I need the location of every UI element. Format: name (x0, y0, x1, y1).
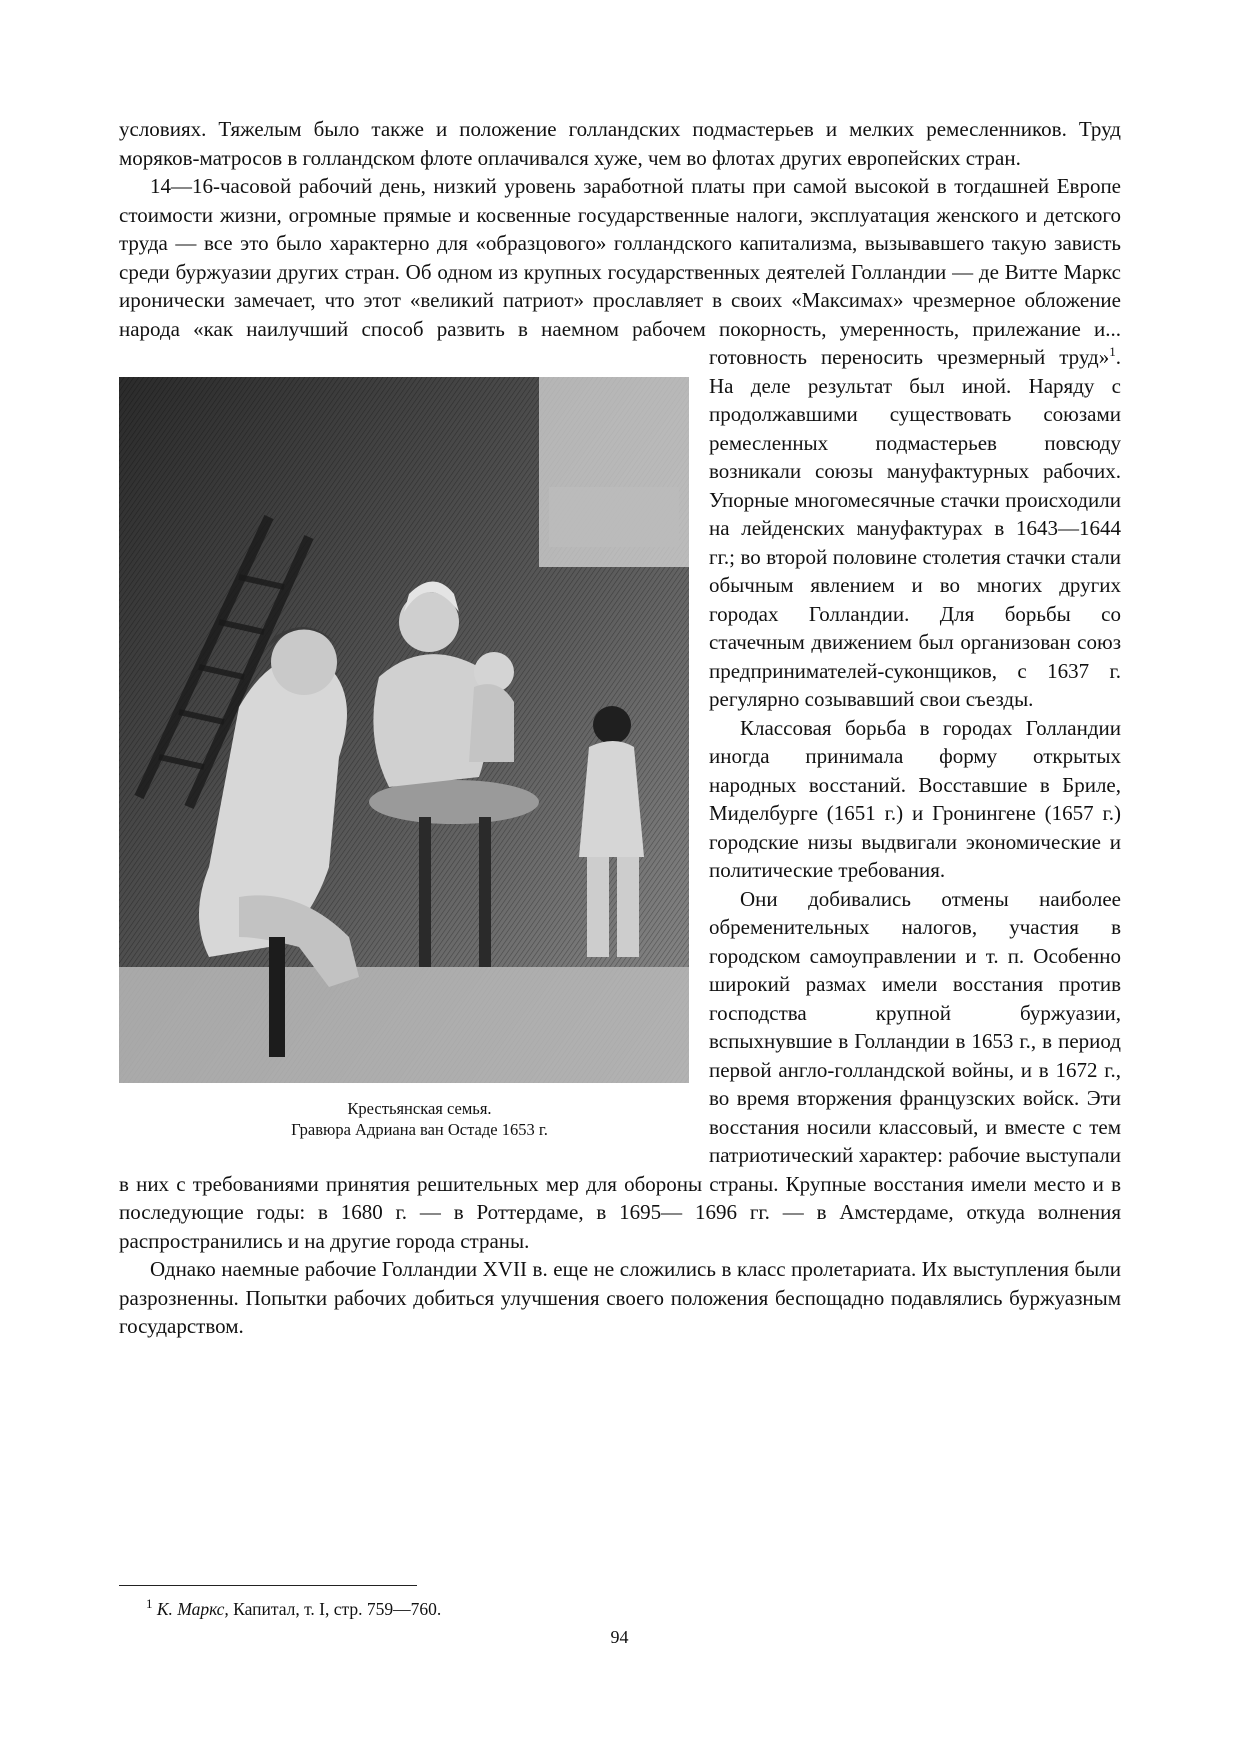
page-number: 94 (610, 1627, 629, 1647)
paragraph-3: Классовая борьба в городах Голландии иногда принимала форму открытых народных восстаний. Восставшие в Бриле, Миделбурге (1651 г.) и Гронингене (1657 г.) городские низы выдвигали экономические и политические требования. (709, 715, 1121, 882)
figure-caption (119, 1098, 689, 1140)
footnote (146, 1598, 441, 1620)
paragraph-2-rest: . На деле результат был иной. Наряду с продолжавшими существовать союзами ремесленных подмастерьев повсюду возникали союзы мануфактурных рабочих. Упорные многомесячные стачки происходили на лейденских мануфактурах в 1643—1644 гг.; во второй половине столетия стачки стали обычным явлением и во многих других городах Голландии. Для борьбы со стачечным движением был организован союз предпринимателей-суконщиков, с 1637 г. регулярно созывавший свои съезды. (709, 345, 1121, 711)
footnote-mark: 1 (146, 1596, 153, 1612)
footnote-author: К. Маркс, (156, 1599, 229, 1619)
caption-title: Крестьянская семья. (347, 1098, 492, 1118)
paragraph-4: Они добивались отмены наиболее обременительных налогов, участия в городском самоуправлении и т. п. Особенно широкий размах имели восстания против господства крупной буржуазии, вспыхнувшие в Голландии в 1653 г., в период первой англо-голландской войны, и в 1672 г., во время вторжения французских войск. Эти восстания носили классовый, и вместе с тем патриотический характер: рабочие выступали в них с требованиями принятия решительных мер для обороны страны. Крупные восстания имели место и в последующие годы: в 1680 г. — в Роттердаме, в 1695— 1696 гг. — в Амстердаме, откуда волнения распространились и на другие города страны. (119, 886, 1121, 1253)
paragraph-2-text: 14—16-часовой рабочий день, низкий уровень заработной платы при самой высокой в тогдашней Европе стоимости жизни, огромные прямые и косвенные государственные налоги, эксплуатация женского и детского труда — все это было характерно для «образцового» голландского капитализма, вызывавшего такую зависть среди буржуазии других стран. Об одном из крупных государственных деятелей Голландии — де Витте Маркс иронически замечает, что этот «великий патриот» прославляет в своих «Максимах» чрезмерное обложение народа «как наилучший способ развить в наемном рабочем покорность, умеренность, прилежание и... готовность переносить чрезмерный труд» (119, 174, 1121, 369)
footnote-text: Капитал, т. I, стр. 759—760. (228, 1599, 442, 1619)
footnote-divider (119, 1585, 417, 1586)
body-text (119, 115, 1121, 1341)
caption-credit: Гравюра Адриана ван Остаде 1653 г. (291, 1119, 548, 1139)
paragraph-5: Однако наемные рабочие Голландии XVII в. еще не сложились в класс пролетариата. Их выступления были разрозненны. Попытки рабочих добиться улучшения своего положения беспощадно подавлялись буржуазным государством. (119, 1257, 1121, 1338)
paragraph-1: условиях. Тяжелым было также и положение голландских подмастерьев и мелких ремесленников. Труд моряков-матросов в голландском флоте оплачивался хуже, чем во флотах других европейских стран. (119, 117, 1121, 170)
figure (119, 360, 709, 1156)
engraving-peasant-family (119, 377, 689, 1083)
footnote-reference: 1 (1109, 344, 1116, 359)
